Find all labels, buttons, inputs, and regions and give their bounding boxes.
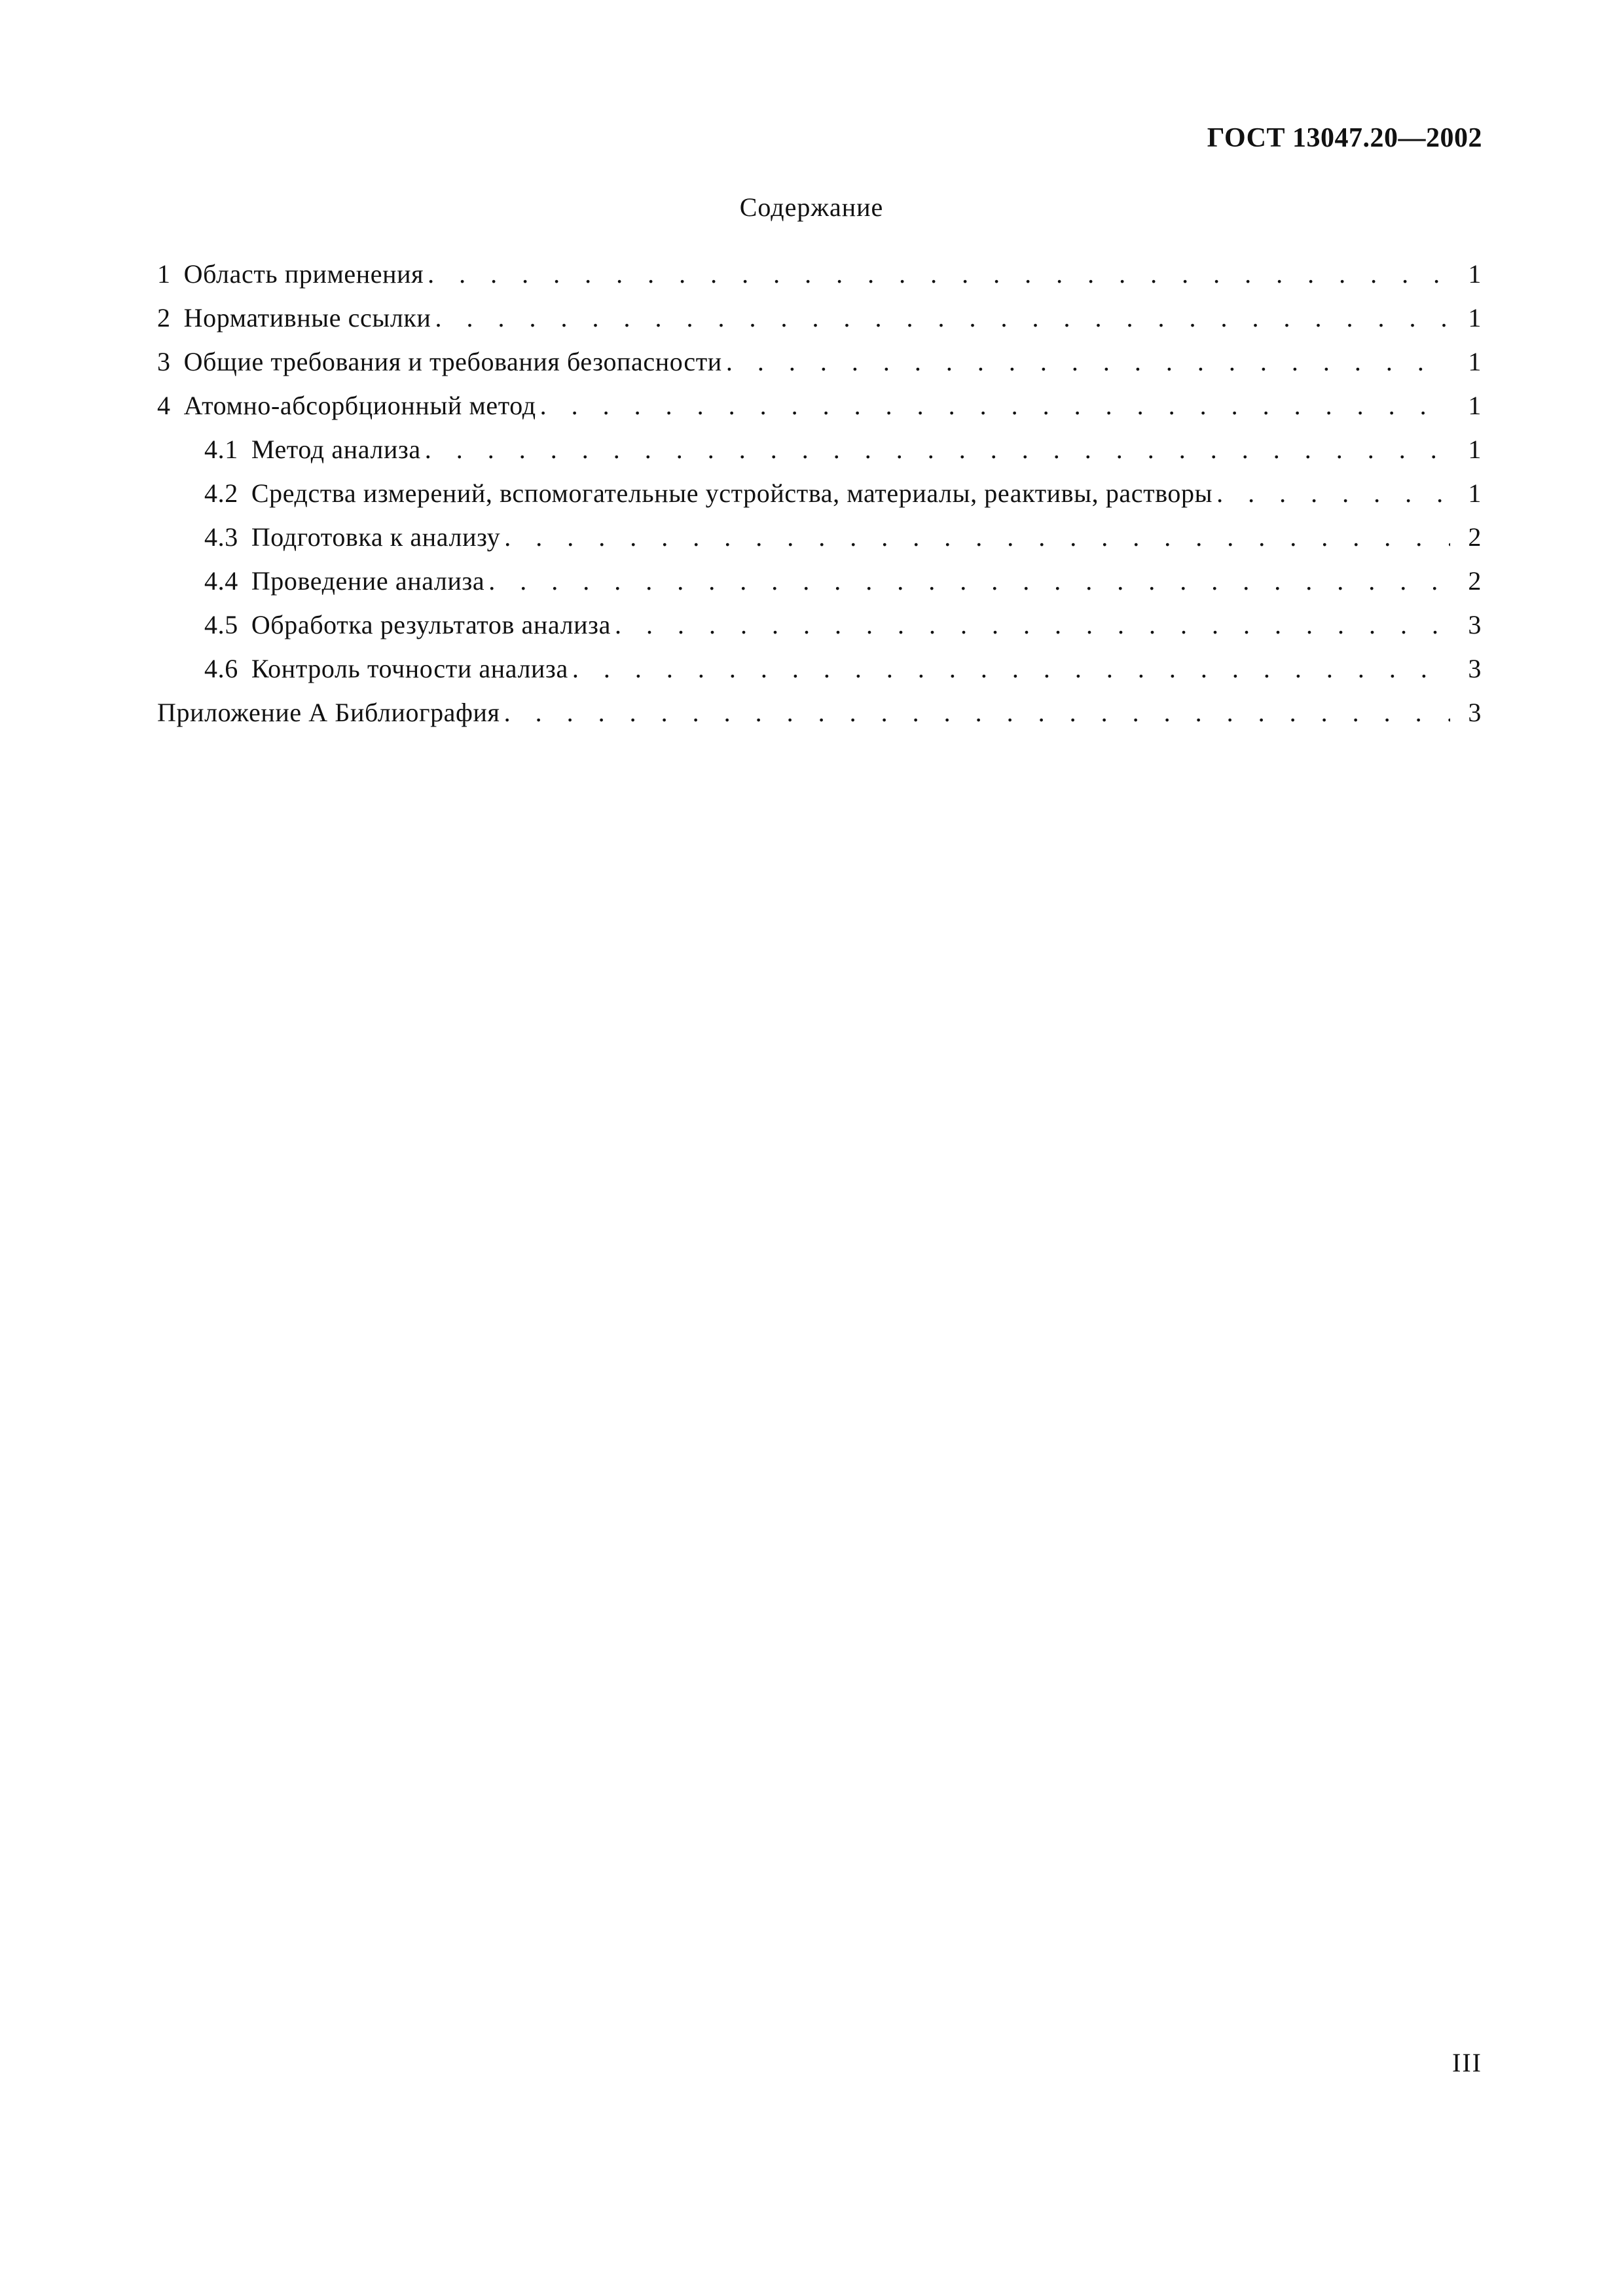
toc-entry[interactable] <box>157 384 1482 427</box>
dot-leader <box>1216 471 1450 515</box>
toc-subentry[interactable] <box>157 515 1482 559</box>
toc-entry-page: 1 <box>1468 303 1482 332</box>
toc-entry-number: 4.3 <box>204 522 238 552</box>
toc-subentry[interactable] <box>157 603 1482 647</box>
toc-entry-title: Обработка результатов анализа <box>251 610 611 639</box>
toc-entry-number: 4.1 <box>204 435 238 464</box>
page-number: III <box>1452 2048 1482 2077</box>
toc-entry[interactable] <box>157 340 1482 384</box>
toc-subentry[interactable] <box>157 559 1482 603</box>
toc-entry-title: Нормативные ссылки <box>183 303 431 332</box>
toc-entry-number: 1 <box>157 259 171 289</box>
toc-entry-page: 1 <box>1468 478 1482 508</box>
toc-entry-title: Метод анализа <box>251 435 421 464</box>
toc-entry-number: 3 <box>157 347 171 376</box>
toc-subentry[interactable] <box>157 647 1482 691</box>
toc-entry-title: Подготовка к анализу <box>251 522 501 552</box>
toc-entry-page: 3 <box>1468 610 1482 639</box>
toc-entry-number: 4 <box>157 391 171 420</box>
toc-subentry[interactable] <box>157 471 1482 515</box>
toc-entry-page: 1 <box>1468 259 1482 289</box>
dot-leader <box>726 340 1450 384</box>
toc-entry-number: 4.4 <box>204 566 238 596</box>
toc-entry-title: Контроль точности анализа <box>251 654 568 683</box>
document-code: ГОСТ 13047.20—2002 <box>1207 123 1482 153</box>
toc-entry-page: 1 <box>1468 347 1482 376</box>
dot-leader <box>488 559 1450 603</box>
toc-entry-title: Проведение анализа <box>251 566 485 596</box>
toc-entry-title: Средства измерений, вспомогательные устройства, материалы, реактивы, растворы <box>251 478 1213 508</box>
toc-entry-number: 2 <box>157 303 171 332</box>
toc-entry-page: 1 <box>1468 435 1482 464</box>
toc-appendix-entry[interactable] <box>157 691 1482 734</box>
toc-entry-title: Атомно-абсорбционный метод <box>183 391 536 420</box>
dot-leader <box>428 252 1450 296</box>
toc-entry-title: Приложение А Библиография <box>157 698 500 727</box>
table-of-contents <box>157 252 1482 734</box>
dot-leader <box>504 515 1450 559</box>
toc-entry-number: 4.6 <box>204 654 238 683</box>
dot-leader <box>435 296 1450 340</box>
dot-leader <box>504 691 1450 734</box>
dot-leader <box>615 603 1450 647</box>
toc-entry-number: 4.2 <box>204 478 238 508</box>
toc-title: Содержание <box>739 192 884 222</box>
dot-leader <box>572 647 1450 691</box>
toc-entry-page: 3 <box>1468 698 1482 727</box>
toc-subentry[interactable] <box>157 427 1482 471</box>
toc-entry-number: 4.5 <box>204 610 238 639</box>
toc-entry[interactable] <box>157 252 1482 296</box>
toc-entry-title: Область применения <box>183 259 424 289</box>
dot-leader <box>425 427 1450 471</box>
toc-entry-title: Общие требования и требования безопасности <box>183 347 722 376</box>
toc-entry-page: 2 <box>1468 522 1482 552</box>
toc-entry[interactable] <box>157 296 1482 340</box>
toc-entry-page: 1 <box>1468 391 1482 420</box>
dot-leader <box>540 384 1450 427</box>
toc-entry-page: 3 <box>1468 654 1482 683</box>
toc-entry-page: 2 <box>1468 566 1482 596</box>
